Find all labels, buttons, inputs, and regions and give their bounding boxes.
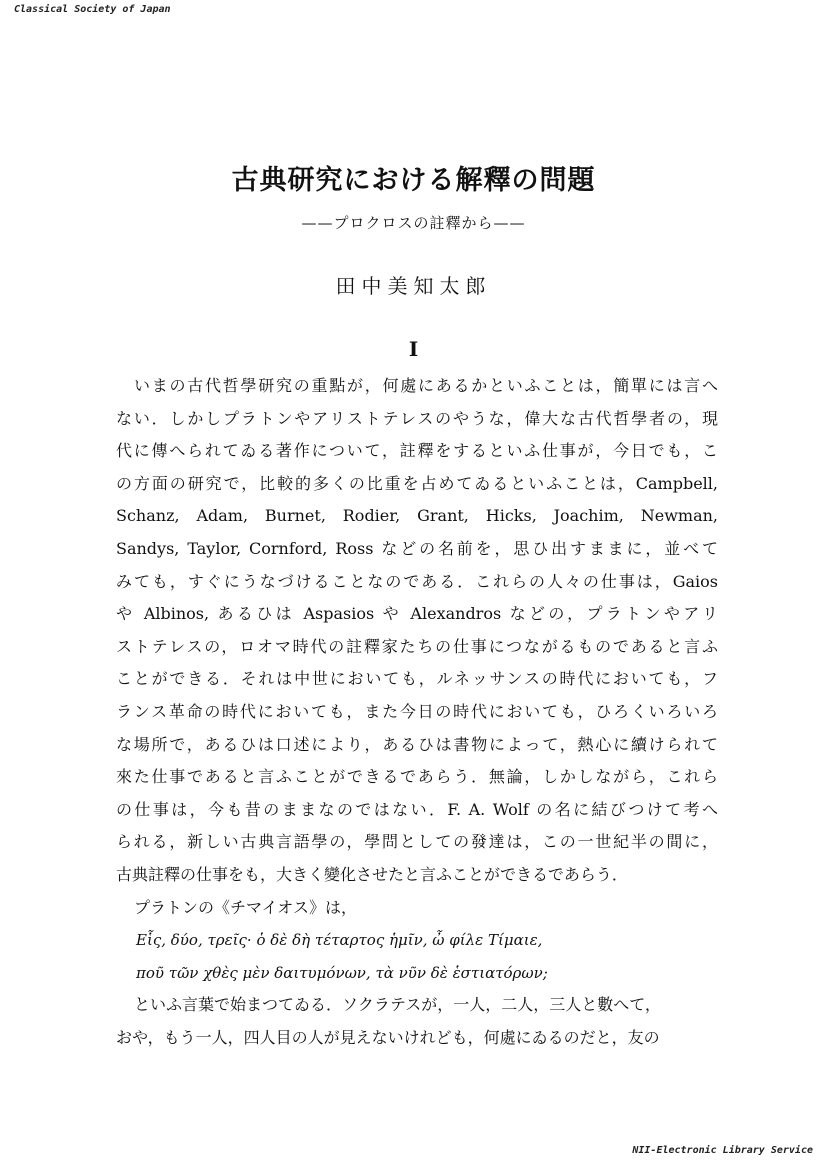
body-line: の仕事は，今も昔のままなのではない．F. A. Wolf の名に結びつけて考へ xyxy=(116,799,718,819)
body-line: ストテレスの，ロオマ時代の註釋家たちの仕事につながるものであると言ふ xyxy=(116,636,718,656)
body-line: ことができる．それは中世においても，ルネッサンスの時代においても，フ xyxy=(116,669,718,689)
body-line: みても，すぐにうなづけることなのである．これらの人々の仕事は，Gaios xyxy=(116,571,718,591)
body-line: おや，もう一人，四人目の人が見えないけれども，何處にゐるのだと，友の xyxy=(116,1027,660,1047)
body-line: の方面の研究で，比較的多くの比重を占めてゐるといふことは，Campbell, xyxy=(116,473,718,493)
greek-quote-line: Εἷς, δύο, τρεῖς· ὁ δὲ δὴ τέταρτος ἡμῖν, ὦ φίλε Τίμαιε, xyxy=(136,931,543,950)
body-line: プラトンの《チマイオス》は， xyxy=(134,897,358,917)
article-body xyxy=(116,370,718,1054)
body-line: られる，新しい古典言語學の，學問としての發達は，この一世紀半の間に， xyxy=(116,832,718,852)
body-line: 古典註釋の仕事をも，大きく變化させたと言ふことができるであらう． xyxy=(116,864,628,884)
body-line: ない．しかしプラトンやアリストテレスのやうな，偉大な古代哲學者の，現 xyxy=(116,408,718,428)
body-line: Sandys, Taylor, Cornford, Ross などの名前を，思ひ出すままに，並べて xyxy=(116,538,718,558)
body-line: Schanz, Adam, Burnet, Rodier, Grant, Hicks, Joachim, Newman, xyxy=(116,506,718,526)
page-footer-service: NII-Electronic Library Service xyxy=(632,1145,813,1156)
body-line: いまの古代哲學研究の重點が，何處にあるかといふことは，簡單には言へ xyxy=(134,376,718,395)
article-author: 田中美知太郎 xyxy=(335,274,492,298)
body-line: といふ言葉で始まつてゐる．ソクラテスが，一人，二人，三人と數へて， xyxy=(134,995,661,1015)
body-line: や Albinos, あるひは Aspasios や Alexandros などの，プラトンやアリ xyxy=(116,604,718,624)
body-line: 來た仕事であると言ふことができるであらう．無論，しかしながら，これら xyxy=(116,767,718,787)
body-line: な場所で，あるひは口述により，あるひは書物によって，熱心に續けられて xyxy=(116,734,718,754)
section-heading: I xyxy=(408,337,419,361)
greek-quote-line: ποῦ τῶν χθὲς μὲν δαιτυμόνων, τὰ νῦν δὲ ἑστιατόρων; xyxy=(136,963,548,982)
article-title: 古典研究における解釋の問題 xyxy=(231,165,596,196)
body-line: ランス革命の時代においても，また今日の時代においても，ひろくいろいろ xyxy=(116,701,718,721)
body-line: 代に傳へられてゐる著作について，註釋をするといふ仕事が，今日でも，こ xyxy=(116,441,718,461)
article-subtitle: ——プロクロスの註釋から—— xyxy=(301,214,526,232)
page-header-source: Classical Society of Japan xyxy=(14,4,171,15)
